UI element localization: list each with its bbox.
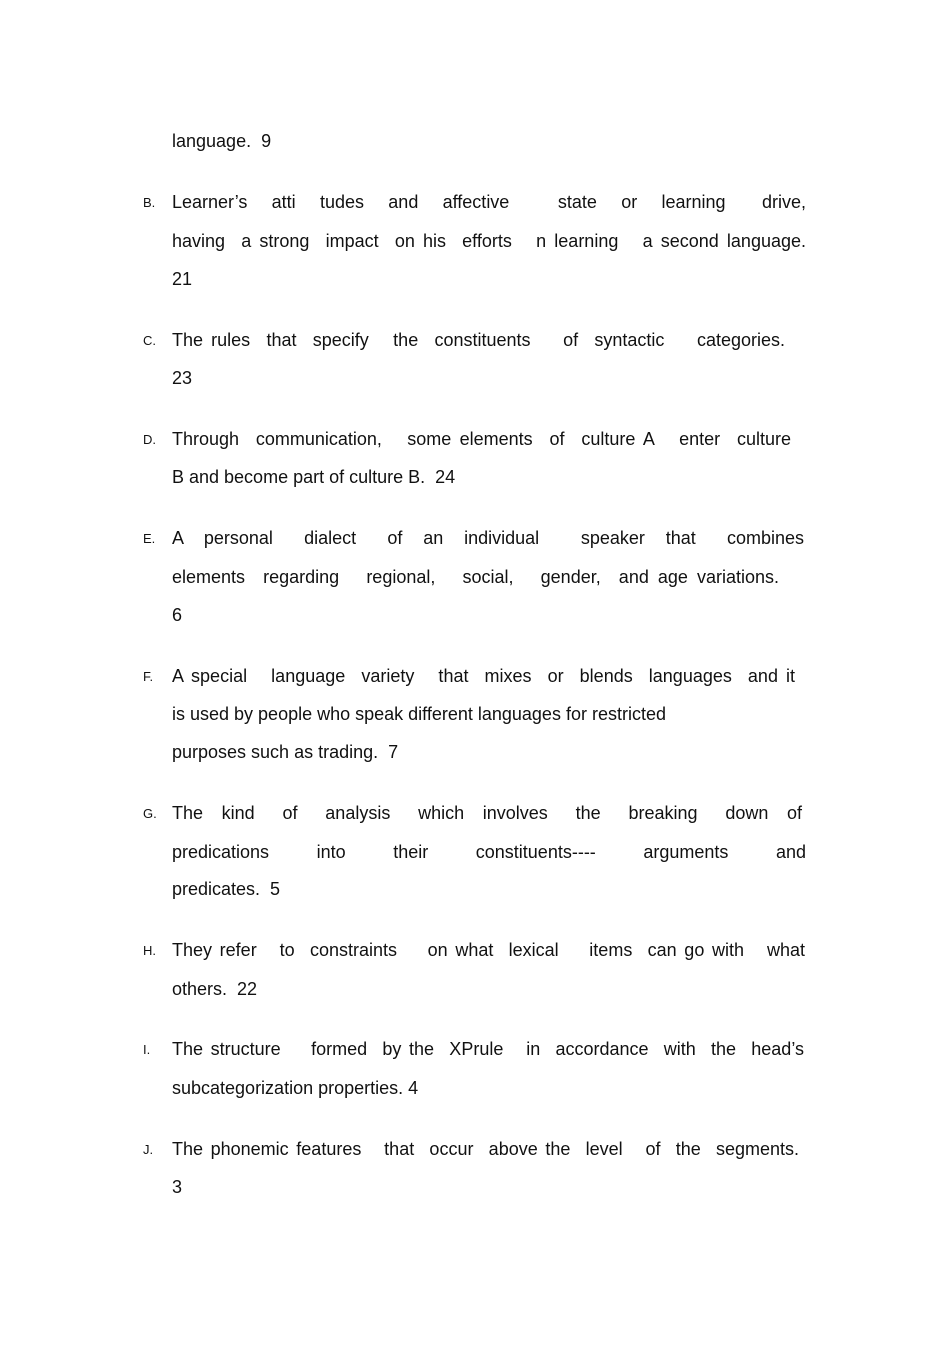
item-g-line-1: The kind of analysis which involves the breaking down of (172, 803, 802, 823)
item-c-line-1: The rules that specify the constituents of syntactic categories. (172, 330, 785, 350)
item-letter-b: B. (143, 195, 156, 210)
item-h-line-2: others. 22 (172, 979, 258, 999)
item-letter-j: J. (143, 1142, 154, 1157)
item-letter-g: G. (143, 806, 157, 821)
item-e-line-3: 6 (172, 605, 183, 625)
item-b-line-2: having a strong impact on his efforts n learning a second language. (172, 231, 806, 251)
item-f-line-3: purposes such as trading. 7 (172, 742, 399, 762)
item-letter-i: I. (143, 1042, 151, 1057)
item-d-line-1: Through communication, some elements of culture A enter culture (172, 429, 791, 449)
item-h-line-1: They refer to constraints on what lexical items can go with what (172, 940, 805, 960)
item-i-line-2: subcategorization properties. 4 (172, 1078, 419, 1098)
lead-line: language. 9 (172, 131, 272, 151)
item-b-line-1: Learner’s atti tudes and affective state or learning drive, (172, 192, 806, 212)
item-f-line-1: A special language variety that mixes or blends languages and it (172, 666, 795, 686)
item-letter-f: F. (143, 669, 154, 684)
item-letter-e: E. (143, 531, 156, 546)
item-j-line-2: 3 (172, 1177, 183, 1197)
item-c-line-2: 23 (172, 368, 193, 388)
item-e-line-2: elements regarding regional, social, gender, and age variations. (172, 567, 779, 587)
item-g-line-3: predicates. 5 (172, 879, 281, 899)
item-b-line-3: 21 (172, 269, 193, 289)
item-g-line-2: predications into their constituents---- arguments and (172, 842, 806, 862)
item-d-line-2: B and become part of culture B. 24 (172, 467, 456, 487)
item-i-line-1: The structure formed by the XPrule in accordance with the head’s (172, 1039, 804, 1059)
item-e-line-1: A personal dialect of an individual speaker that combines (172, 528, 804, 548)
item-letter-h: H. (143, 943, 156, 958)
item-letter-c: C. (143, 333, 156, 348)
item-j-line-1: The phonemic features that occur above the level of the segments. (172, 1139, 799, 1159)
item-f-line-2: is used by people who speak different languages for restricted (172, 704, 666, 724)
item-letter-d: D. (143, 432, 156, 447)
